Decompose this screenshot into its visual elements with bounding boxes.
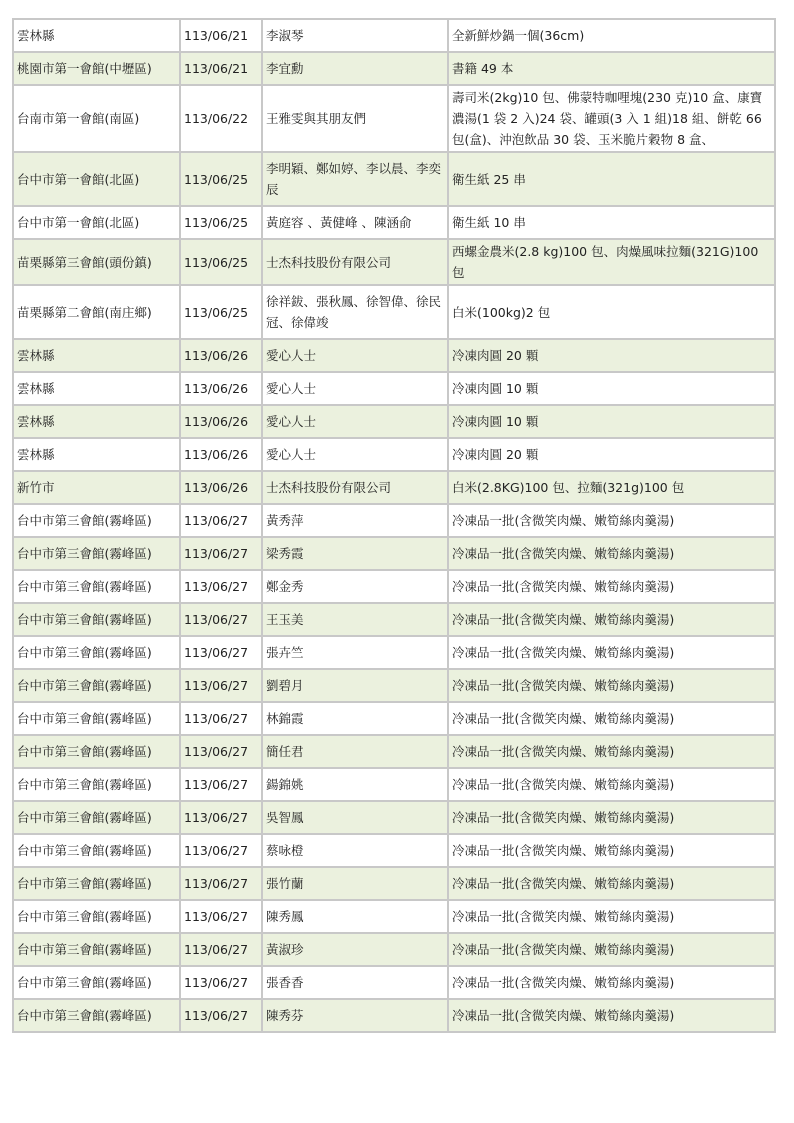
table-row xyxy=(13,372,775,405)
cell-donor: 愛心人士 xyxy=(262,372,448,405)
cell-item: 冷凍品一批(含微笑肉燥、嫩筍絲肉羹湯) xyxy=(448,801,775,834)
cell-item: 冷凍品一批(含微笑肉燥、嫩筍絲肉羹湯) xyxy=(448,933,775,966)
cell-date: 113/06/27 xyxy=(180,735,262,768)
cell-donor: 張卉竺 xyxy=(262,636,448,669)
cell-unit: 台中市第三會館(霧峰區) xyxy=(13,933,180,966)
cell-donor: 李淑琴 xyxy=(262,19,448,52)
cell-donor: 陳秀芬 xyxy=(262,999,448,1032)
cell-date: 113/06/27 xyxy=(180,867,262,900)
cell-date: 113/06/27 xyxy=(180,504,262,537)
cell-unit: 新竹市 xyxy=(13,471,180,504)
cell-date: 113/06/26 xyxy=(180,339,262,372)
cell-donor: 士杰科技股份有限公司 xyxy=(262,471,448,504)
table-row xyxy=(13,768,775,801)
cell-date: 113/06/27 xyxy=(180,669,262,702)
table-row xyxy=(13,285,775,339)
cell-date: 113/06/26 xyxy=(180,405,262,438)
cell-donor: 士杰科技股份有限公司 xyxy=(262,239,448,285)
table-row xyxy=(13,504,775,537)
donation-table-body xyxy=(13,19,775,1032)
cell-item: 冷凍品一批(含微笑肉燥、嫩筍絲肉羹湯) xyxy=(448,900,775,933)
cell-item: 冷凍品一批(含微笑肉燥、嫩筍絲肉羹湯) xyxy=(448,768,775,801)
table-row xyxy=(13,603,775,636)
cell-donor: 李宜勳 xyxy=(262,52,448,85)
cell-donor: 徐祥鈸、張秋鳳、徐智偉、徐民冠、徐偉竣 xyxy=(262,285,448,339)
cell-date: 113/06/25 xyxy=(180,239,262,285)
table-row xyxy=(13,834,775,867)
cell-unit: 台中市第三會館(霧峰區) xyxy=(13,504,180,537)
cell-item: 冷凍肉圓 20 顆 xyxy=(448,339,775,372)
cell-item: 衛生紙 10 串 xyxy=(448,206,775,239)
table-row xyxy=(13,966,775,999)
cell-unit: 台中市第三會館(霧峰區) xyxy=(13,636,180,669)
cell-unit: 台中市第三會館(霧峰區) xyxy=(13,900,180,933)
cell-date: 113/06/25 xyxy=(180,152,262,206)
cell-date: 113/06/27 xyxy=(180,570,262,603)
cell-item: 西螺金農米(2.8 kg)100 包、肉燥風味拉麵(321G)100 包 xyxy=(448,239,775,285)
table-row xyxy=(13,239,775,285)
cell-donor: 王玉美 xyxy=(262,603,448,636)
cell-date: 113/06/27 xyxy=(180,834,262,867)
cell-donor: 李明穎、鄭如婷、李以晨、李奕辰 xyxy=(262,152,448,206)
cell-donor: 鍚錦姚 xyxy=(262,768,448,801)
cell-item: 全新鮮炒鍋一個(36cm) xyxy=(448,19,775,52)
cell-date: 113/06/27 xyxy=(180,537,262,570)
cell-item: 冷凍品一批(含微笑肉燥、嫩筍絲肉羹湯) xyxy=(448,570,775,603)
cell-unit: 台中市第三會館(霧峰區) xyxy=(13,570,180,603)
table-row xyxy=(13,801,775,834)
cell-donor: 黃秀萍 xyxy=(262,504,448,537)
cell-item: 冷凍品一批(含微笑肉燥、嫩筍絲肉羹湯) xyxy=(448,504,775,537)
cell-item: 書籍 49 本 xyxy=(448,52,775,85)
table-row xyxy=(13,933,775,966)
cell-donor: 劉碧月 xyxy=(262,669,448,702)
table-row xyxy=(13,570,775,603)
cell-date: 113/06/27 xyxy=(180,966,262,999)
cell-unit: 台中市第三會館(霧峰區) xyxy=(13,999,180,1032)
table-row xyxy=(13,669,775,702)
table-row xyxy=(13,206,775,239)
cell-date: 113/06/26 xyxy=(180,438,262,471)
cell-unit: 台中市第三會館(霧峰區) xyxy=(13,768,180,801)
table-row xyxy=(13,702,775,735)
cell-item: 冷凍肉圓 10 顆 xyxy=(448,405,775,438)
cell-unit: 雲林縣 xyxy=(13,405,180,438)
cell-item: 白米(100kg)2 包 xyxy=(448,285,775,339)
cell-item: 冷凍品一批(含微笑肉燥、嫩筍絲肉羹湯) xyxy=(448,999,775,1032)
cell-donor: 張竹蘭 xyxy=(262,867,448,900)
cell-unit: 台中市第三會館(霧峰區) xyxy=(13,669,180,702)
cell-donor: 蔡咏橙 xyxy=(262,834,448,867)
cell-unit: 雲林縣 xyxy=(13,339,180,372)
table-row xyxy=(13,85,775,152)
cell-date: 113/06/25 xyxy=(180,206,262,239)
cell-donor: 愛心人士 xyxy=(262,405,448,438)
cell-item: 冷凍品一批(含微笑肉燥、嫩筍絲肉羹湯) xyxy=(448,867,775,900)
cell-unit: 台中市第三會館(霧峰區) xyxy=(13,966,180,999)
cell-unit: 苗栗縣第二會館(南庄鄉) xyxy=(13,285,180,339)
cell-item: 冷凍品一批(含微笑肉燥、嫩筍絲肉羹湯) xyxy=(448,537,775,570)
cell-unit: 桃園市第一會館(中壢區) xyxy=(13,52,180,85)
cell-date: 113/06/21 xyxy=(180,19,262,52)
cell-unit: 雲林縣 xyxy=(13,372,180,405)
cell-unit: 台南市第一會館(南區) xyxy=(13,85,180,152)
cell-unit: 台中市第三會館(霧峰區) xyxy=(13,603,180,636)
cell-item: 冷凍肉圓 10 顆 xyxy=(448,372,775,405)
table-row xyxy=(13,735,775,768)
cell-item: 冷凍品一批(含微笑肉燥、嫩筍絲肉羹湯) xyxy=(448,834,775,867)
cell-date: 113/06/25 xyxy=(180,285,262,339)
cell-unit: 台中市第三會館(霧峰區) xyxy=(13,834,180,867)
cell-unit: 苗栗縣第三會館(頭份鎮) xyxy=(13,239,180,285)
table-row xyxy=(13,636,775,669)
table-row xyxy=(13,999,775,1032)
cell-unit: 台中市第一會館(北區) xyxy=(13,152,180,206)
cell-donor: 黃庭容 、黃健峰 、陳涵俞 xyxy=(262,206,448,239)
table-row xyxy=(13,152,775,206)
table-row xyxy=(13,867,775,900)
cell-date: 113/06/27 xyxy=(180,603,262,636)
cell-date: 113/06/26 xyxy=(180,471,262,504)
donation-table xyxy=(12,18,776,1033)
cell-item: 冷凍肉圓 20 顆 xyxy=(448,438,775,471)
cell-date: 113/06/26 xyxy=(180,372,262,405)
cell-item: 冷凍品一批(含微笑肉燥、嫩筍絲肉羹湯) xyxy=(448,636,775,669)
cell-item: 冷凍品一批(含微笑肉燥、嫩筍絲肉羹湯) xyxy=(448,702,775,735)
cell-unit: 台中市第三會館(霧峰區) xyxy=(13,537,180,570)
cell-date: 113/06/27 xyxy=(180,702,262,735)
cell-date: 113/06/27 xyxy=(180,933,262,966)
cell-item: 白米(2.8KG)100 包、拉麵(321g)100 包 xyxy=(448,471,775,504)
table-row xyxy=(13,405,775,438)
table-row xyxy=(13,339,775,372)
cell-date: 113/06/27 xyxy=(180,768,262,801)
cell-unit: 台中市第三會館(霧峰區) xyxy=(13,735,180,768)
cell-donor: 黃淑珍 xyxy=(262,933,448,966)
cell-item: 壽司米(2kg)10 包、佛蒙特咖哩塊(230 克)10 盒、康寶濃湯(1 袋 2 入)24 袋、罐頭(3 入 1 組)18 組、餅乾 66 包(盒)、沖泡飲品 30 袋、玉米脆片穀物 8 盒、 xyxy=(448,85,775,152)
cell-unit: 台中市第三會館(霧峰區) xyxy=(13,702,180,735)
table-row xyxy=(13,438,775,471)
table-row xyxy=(13,19,775,52)
cell-date: 113/06/27 xyxy=(180,999,262,1032)
cell-item: 冷凍品一批(含微笑肉燥、嫩筍絲肉羹湯) xyxy=(448,603,775,636)
cell-item: 冷凍品一批(含微笑肉燥、嫩筍絲肉羹湯) xyxy=(448,966,775,999)
cell-item: 冷凍品一批(含微笑肉燥、嫩筍絲肉羹湯) xyxy=(448,735,775,768)
cell-date: 113/06/21 xyxy=(180,52,262,85)
cell-date: 113/06/22 xyxy=(180,85,262,152)
cell-donor: 陳秀鳳 xyxy=(262,900,448,933)
cell-donor: 愛心人士 xyxy=(262,438,448,471)
cell-donor: 王雅雯與其朋友們 xyxy=(262,85,448,152)
cell-unit: 雲林縣 xyxy=(13,19,180,52)
cell-date: 113/06/27 xyxy=(180,636,262,669)
cell-item: 衛生紙 25 串 xyxy=(448,152,775,206)
cell-item: 冷凍品一批(含微笑肉燥、嫩筍絲肉羹湯) xyxy=(448,669,775,702)
cell-donor: 林錦霞 xyxy=(262,702,448,735)
cell-date: 113/06/27 xyxy=(180,801,262,834)
donation-list-page xyxy=(12,18,774,1033)
cell-donor: 吳智鳳 xyxy=(262,801,448,834)
cell-date: 113/06/27 xyxy=(180,900,262,933)
table-row xyxy=(13,900,775,933)
cell-donor: 簡任君 xyxy=(262,735,448,768)
table-row xyxy=(13,537,775,570)
cell-donor: 梁秀霞 xyxy=(262,537,448,570)
table-row xyxy=(13,471,775,504)
table-row xyxy=(13,52,775,85)
cell-unit: 雲林縣 xyxy=(13,438,180,471)
cell-unit: 台中市第三會館(霧峰區) xyxy=(13,801,180,834)
cell-donor: 愛心人士 xyxy=(262,339,448,372)
cell-donor: 鄭金秀 xyxy=(262,570,448,603)
cell-unit: 台中市第一會館(北區) xyxy=(13,206,180,239)
cell-donor: 張香香 xyxy=(262,966,448,999)
cell-unit: 台中市第三會館(霧峰區) xyxy=(13,867,180,900)
